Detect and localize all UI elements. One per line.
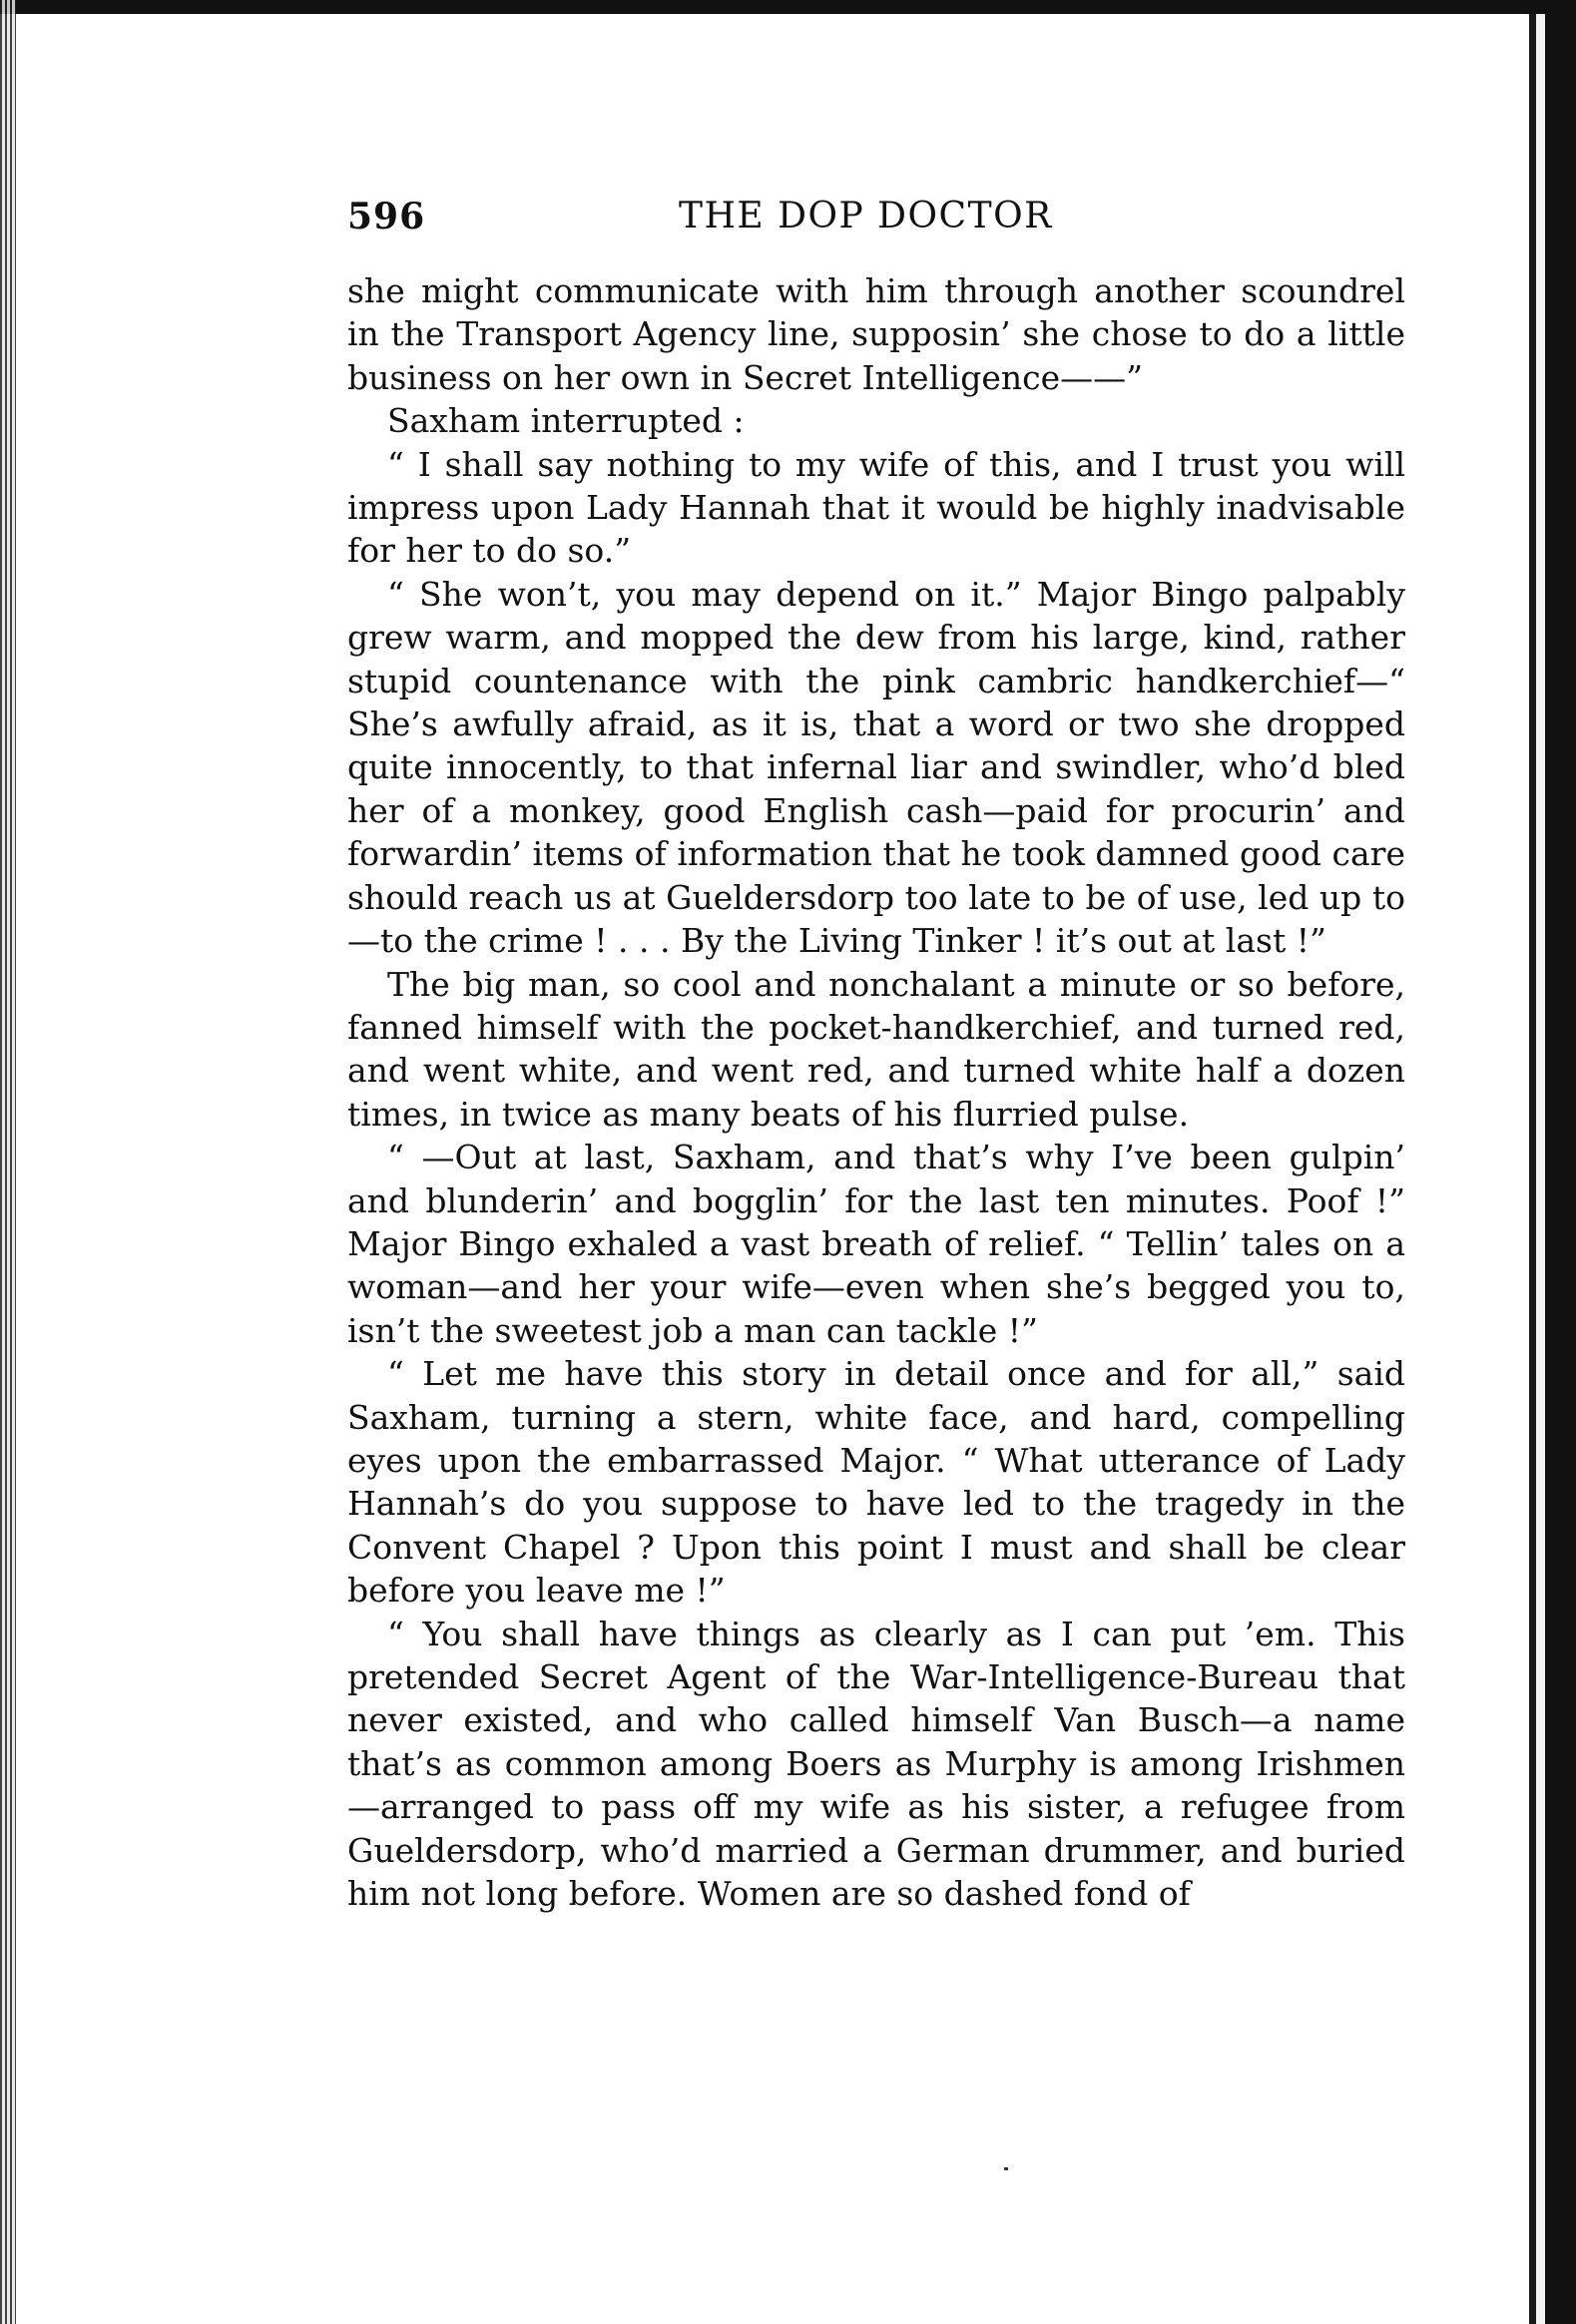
scan-edge-right [1545,0,1576,2324]
paragraph: Saxham interrupted : [387,401,745,441]
body-text [347,269,1405,1915]
paragraph: “ She won’t, you may depend on it.” Major Bingo palpably grew warm, and mopped the dew from his large, kind, rather stupid countenance with the pink cambric handkerchief—“ She’s awfully afraid, as it is, that a word or two she dropped quite innocently, to that infernal liar and swindler, who’d bled her of a monkey, good English cash—paid for procurin’ and forwardin’ items of information that he took damned good care should reach us at Gueldersdorp too late to be of use, led up to—to the crime ! . . . By the Living Tinker ! it’s out at last !” [347,574,1405,961]
paragraph: “ I shall say nothing to my wife of this, and I trust you will impress upon Lady Hannah that it would be highly inadvisable for her to do so.” [347,444,1405,571]
paragraph: “ Let me have this story in detail once and for all,” said Saxham, turning a stern, white face, and hard, compelling eyes upon the embarrassed Major. “ What utterance of Lady Hannah’s do you suppose to have led to the tragedy in the Convent Chapel ? Upon this point I must and shall be clear before you leave me !” [347,1354,1405,1611]
scan-edge-top [0,0,1576,14]
running-title: THE DOP DOCTOR [679,196,1053,236]
scan-edge-left [0,0,16,2324]
paragraph: “ —Out at last, Saxham, and that’s why I’ve been gulpin’ and blunderin’ and bogglin’ for the last ten minutes. Poof !” Major Bingo exhaled a vast breath of relief. “ Tellin’ tales on a woman—and her your wife—even when she’s begged you to, isn’t the sweetest job a man can tackle !” [347,1138,1405,1350]
page-number: 596 [347,196,426,237]
page-header [347,196,1405,255]
paragraph: The big man, so cool and nonchalant a minute or so before, fanned himself with the pocket-handkerchief, and turned red, and went white, and went red, and turned white half a dozen times, in twice as many beats of his flurried pulse. [347,964,1405,1134]
paragraph: “ You shall have things as clearly as I can put ’em. This pretended Secret Agent of the War-Intelligence-Bureau that never existed, and who called himself Van Busch—a name that’s as common among Boers as Murphy is among Irishmen—arranged to pass off my wife as his sister, a refugee from Gueldersdorp, who’d married a German drummer, and buried him not long before. Women are so dashed fond of [347,1614,1405,1914]
paragraph: she might communicate with him through another scoundrel in the Transport Agency line, supposin’ she chose to do a little business on her own in Secret Intelligence——” [347,271,1405,397]
scan-edge-right-line [1529,14,1536,2324]
scan-edge-right-gap [1536,14,1545,2324]
scan-speck [1004,2167,1008,2170]
